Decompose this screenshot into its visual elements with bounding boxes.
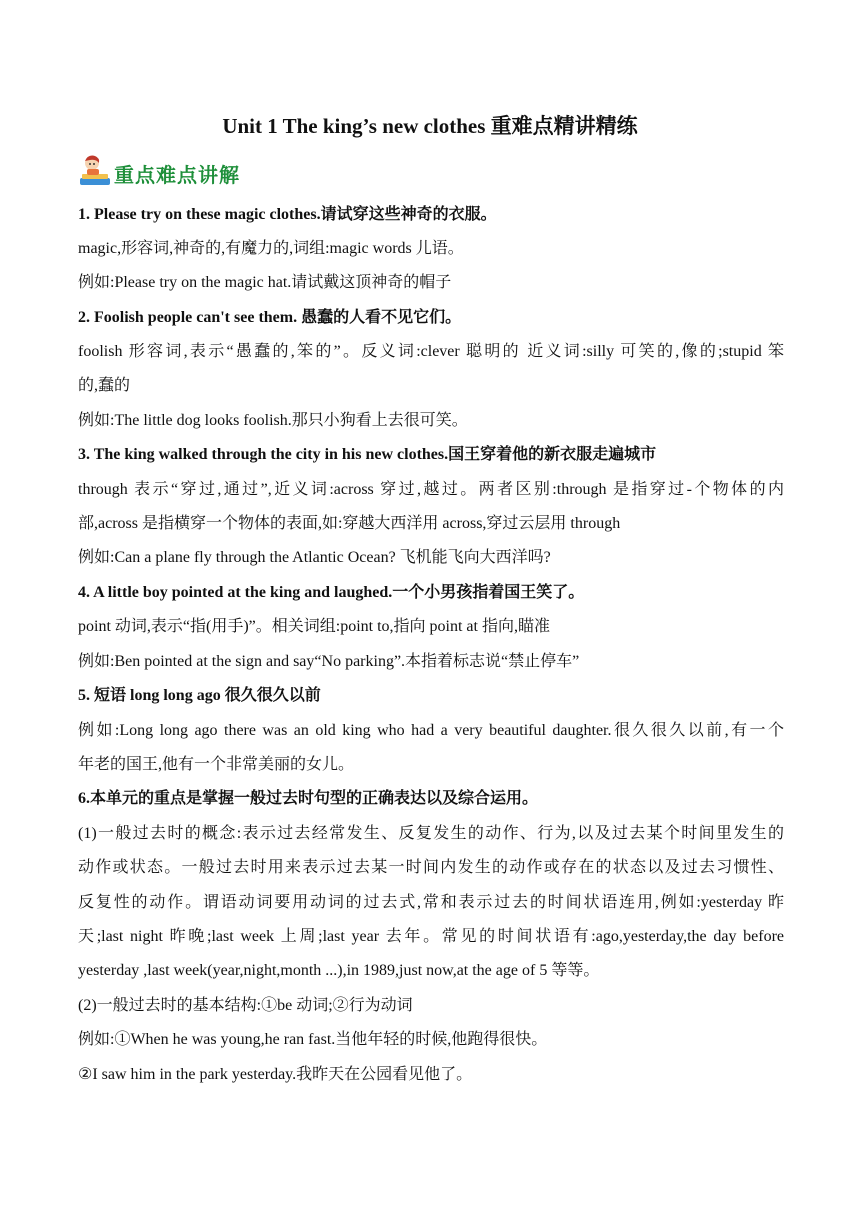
section-label: 重点难点讲解 bbox=[114, 163, 240, 187]
point-6-para-1: (1)一般过去时的概念:表示过去经常发生、反复发生的动作、行为,以及过去某个时间里发生的 bbox=[78, 825, 784, 842]
point-1-explanation: magic,形容词,神奇的,有魔力的,词组:magic words 儿语。 bbox=[78, 240, 464, 257]
point-2-heading: 2. Foolish people can't see them. 愚蠢的人看不见它们。 bbox=[78, 309, 462, 326]
point-2-explanation-cont: 的,蠢的 bbox=[78, 377, 131, 394]
point-6-para-4: 天;last night 昨晚;last week 上周;last year 去年。常见的时间状语有:ago,yesterday,the day before bbox=[78, 928, 784, 945]
point-5-heading: 5. 短语 long long ago 很久很久以前 bbox=[78, 687, 321, 704]
point-2-example: 例如:The little dog looks foolish.那只小狗看上去很可笑。 bbox=[78, 412, 468, 429]
section-header bbox=[78, 152, 338, 192]
point-5-example-cont: 年老的国王,他有一个非常美丽的女儿。 bbox=[78, 756, 355, 773]
point-3-explanation: through 表示“穿过,通过”,近义词:across 穿过,越过。两者区别:through 是指穿过-个物体的内 bbox=[78, 481, 784, 498]
point-2-explanation: foolish 形容词,表示“愚蠢的,笨的”。反义词:clever 聪明的 近义词:silly 可笑的,像的;stupid 笨 bbox=[78, 343, 784, 360]
point-6-structure: (2)一般过去时的基本结构:①be 动词;②行为动词 bbox=[78, 997, 413, 1014]
point-4-explanation: point 动词,表示“指(用手)”。相关词组:point to,指向 point at 指向,瞄准 bbox=[78, 618, 550, 635]
point-5-example: 例如:Long long ago there was an old king who had a very beautiful daughter.很久很久以前,有一个 bbox=[78, 722, 784, 739]
point-3-heading: 3. The king walked through the city in his new clothes.国王穿着他的新衣服走遍城市 bbox=[78, 446, 657, 463]
point-1-heading: 1. Please try on these magic clothes.请试穿这些神奇的衣服。 bbox=[78, 206, 497, 223]
point-1-example: 例如:Please try on the magic hat.请试戴这顶神奇的帽子 bbox=[78, 274, 452, 291]
point-6-heading: 6.本单元的重点是掌握一般过去时句型的正确表达以及综合运用。 bbox=[78, 790, 539, 807]
point-3-example: 例如:Can a plane fly through the Atlantic Ocean? 飞机能飞向大西洋吗? bbox=[78, 549, 551, 566]
reading-child-icon bbox=[78, 152, 114, 188]
point-6-para-2: 动作或状态。一般过去时用来表示过去某一时间内发生的动作或存在的状态以及过去习惯性、 bbox=[78, 859, 784, 876]
point-3-explanation-cont: 部,across 是指横穿一个物体的表面,如:穿越大西洋用 across,穿过云层用 through bbox=[78, 515, 621, 532]
point-6-example-1: 例如:①When he was young,he ran fast.当他年轻的时候,他跑得很快。 bbox=[78, 1031, 548, 1048]
point-6-para-3: 反复性的动作。谓语动词要用动词的过去式,常和表示过去的时间状语连用,例如:yesterday 昨 bbox=[78, 894, 784, 911]
point-6-example-2: ②I saw him in the park yesterday.我昨天在公园看见他了。 bbox=[78, 1066, 473, 1083]
point-4-heading: 4. A little boy pointed at the king and laughed.一个小男孩指着国王笑了。 bbox=[78, 584, 585, 601]
point-6-para-5: yesterday ,last week(year,night,month ...),in 1989,just now,at the age of 5 等等。 bbox=[78, 962, 600, 979]
point-4-example: 例如:Ben pointed at the sign and say“No parking”.本指着标志说“禁止停车” bbox=[78, 653, 580, 670]
document-title: Unit 1 The king’s new clothes 重难点精讲精练 bbox=[222, 114, 638, 138]
